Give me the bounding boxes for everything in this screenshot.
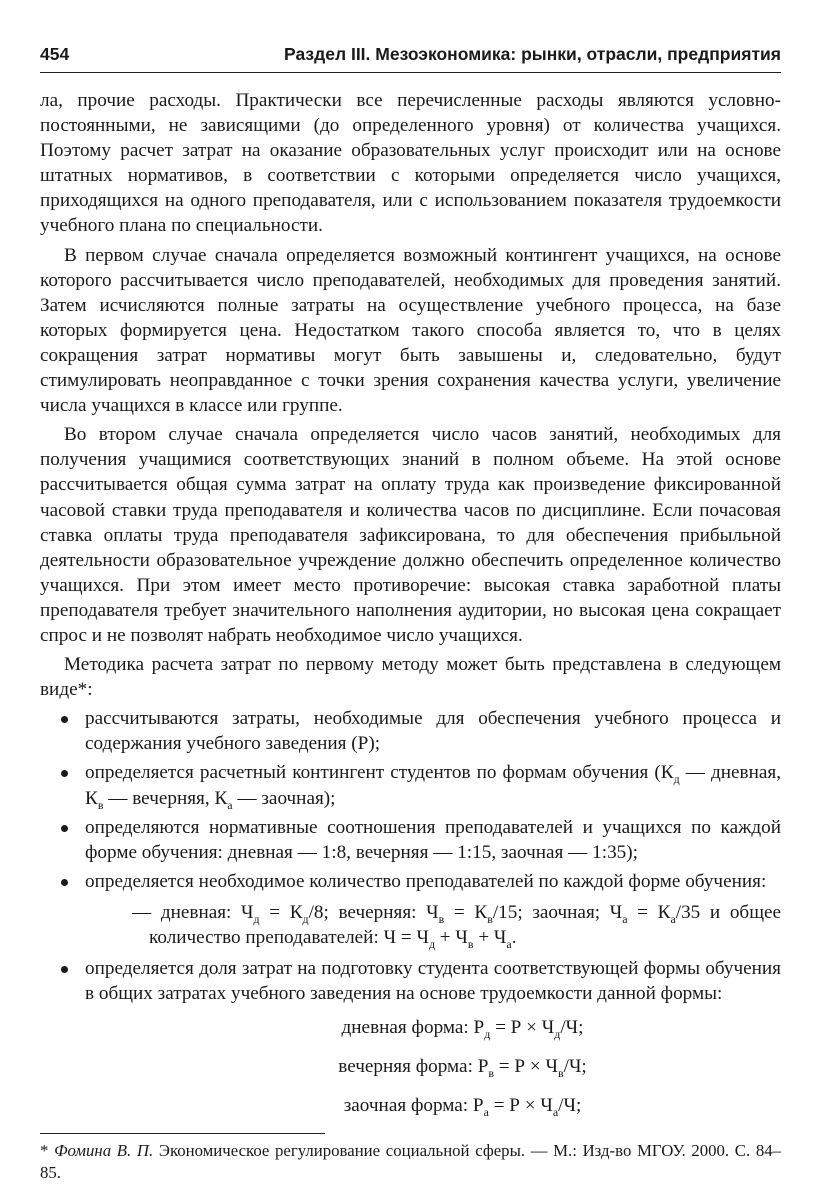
method-steps-list	[40, 706, 781, 1006]
footnote-divider	[40, 1133, 325, 1134]
section-title: Раздел III. Мезоэкономика: рынки, отрасли, предприятия	[284, 44, 781, 64]
paragraph: Методика расчета затрат по первому методу может быть представлена в следующем виде*:	[40, 654, 781, 701]
running-header	[40, 38, 781, 73]
teacher-count-formulas: — дневная: $Ч_д = К_д/8$; вечерняя: $Ч_в = К_в/15$; заочная; $Ч_а = К_а/35$ и общее количество преподавателей: $Ч = Ч_д + Ч_в + Ч_а$.	[132, 901, 781, 951]
bullet-icon	[61, 825, 68, 832]
main-text	[40, 88, 781, 1127]
paragraph: Во втором случае сначала определяется число часов занятий, необходимых для получения учащимися соответствующих знаний в полном объеме. На этой основе рассчитывается общая сумма затрат на оплату труда как произведение фиксированной часовой ставки труда преподавателя и количества часов по дисциплине. Если почасовая ставка оплаты труда преподавателя зафиксирована, то для обеспечения прибыльной деятельности образовательное учреждение должно обеспечить определенное количество учащихся. При этом имеет место противоречие: высокая ставка заработной платы преподавателя требует значительного наполнения аудитории, но высокая цена сокращает спрос и не позволят набрать необходимое число учащихся.	[40, 424, 781, 646]
list-item: определяются нормативные соотношения преподавателей и учащихся по каждой форме обучения: дневная — 1:8, вечерняя — 1:15, заочная — 1:35);	[40, 815, 781, 865]
list-item: определяется необходимое количество преподавателей по каждой форме обучения: — дневная: $Ч_д = К_д/8$; вечерняя: $Ч_в = К_в/15$; заочная; $Ч_а = К_а/35$ и общее количество преподавателей: $Ч = Ч_д + Ч_в + Ч_а$.	[40, 869, 781, 950]
list-item: рассчитываются затраты, необходимые для обеспечения учебного процесса и содержания учебного заведения (Р);	[40, 706, 781, 756]
bullet-icon	[61, 879, 68, 886]
formula-correspondence: заочная форма: $Р_а = Р \times Ч_а/Ч$;	[343, 1095, 582, 1120]
formula-day: дневная форма: $Р_д = Р \times Ч_д/Ч$;	[341, 1017, 584, 1042]
bullet-icon	[61, 716, 68, 723]
footnote	[40, 1140, 781, 1184]
bullet-icon	[61, 966, 68, 973]
footnote-marker: *	[40, 1141, 55, 1160]
footnote-author: Фомина В. П.	[54, 1141, 154, 1160]
bullet-icon	[61, 770, 68, 777]
list-item: определяется расчетный контингент студентов по формам обучения ($К_д$ — дневная, $К_в$ — вечерняя, $К_а$ — заочная);	[40, 760, 781, 810]
footnote-text: Экономическое регулирование социальной сферы. — М.: Изд-во МГОУ. 2000. С. 84–85.	[40, 1141, 782, 1182]
paragraph: ла, прочие расходы. Практически все перечисленные расходы являются условно-постоянными, не зависящими (до определенного уровня) от количества учащихся. Поэтому расчет затрат на оказание образовательных услуг происходит или на основе штатных нормативов, в соответствии с которыми определяется число учащихся, приходящихся на одного преподавателя, или с использованием показателя трудоемкости учебного плана по специальности.	[40, 90, 781, 237]
paragraph: В первом случае сначала определяется возможный контингент учащихся, на основе которого рассчитывается число преподавателей, необходимых для проведения занятий. Затем исчисляются полные затраты на осуществление учебного процесса, на базе которых формируется цена. Недостатком такого способа является то, что в целях сокращения затрат нормативы могут быть завышены и, следовательно, будут стимулировать неоправданное с точки зрения сохранения качества услуги, увеличение числа учащихся в классе или группе.	[40, 244, 781, 417]
page-number: 454	[40, 44, 70, 64]
formula-evening: вечерняя форма: $Р_в = Р \times Ч_в/Ч$;	[338, 1056, 587, 1081]
list-item: определяется доля затрат на подготовку студента соответствующей формы обучения в общих затратах учебного заведения на основе трудоемкости данной формы:	[40, 956, 781, 1006]
